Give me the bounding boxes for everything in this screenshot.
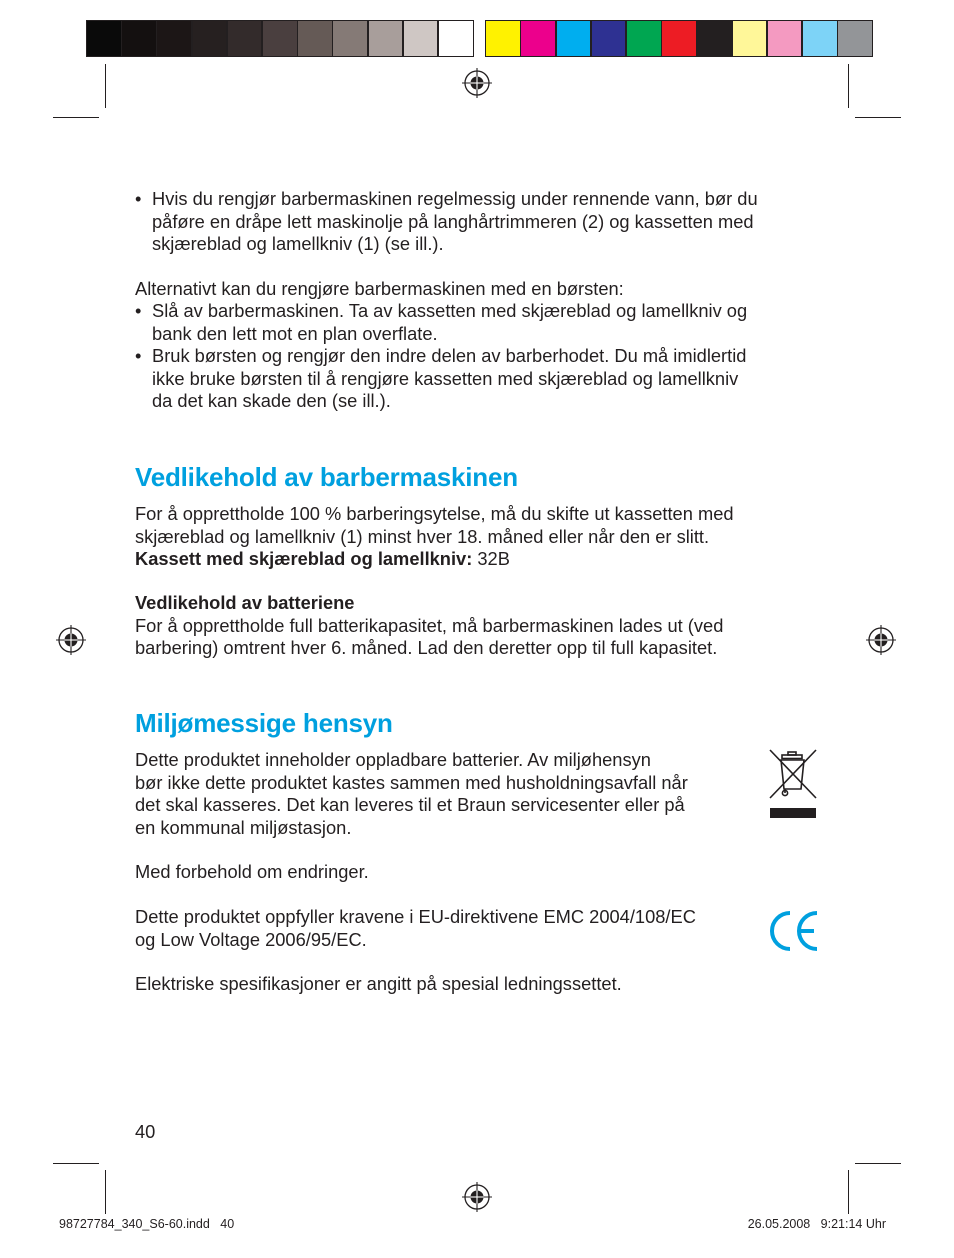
section-heading: Miljømessige hensyn [135,708,393,738]
slug-file-info: 98727784_340_S6-60.indd 40 [59,1217,235,1231]
text-line: skjæreblad og lamellkniv (1) minst hver 18. måned eller når den er slitt. [135,525,710,547]
text-line: Hvis du rengjør barbermaskinen regelmessig under rennende vann, bør du [152,188,758,209]
color-swatch [156,20,192,57]
cassette-spec [135,548,835,571]
color-swatch [556,20,592,57]
crossed-out-wheelie-bin-icon [768,748,818,820]
text-line: For å opprettholde 100 % barberingsytelse, må du skifte ut kassetten med [135,503,734,524]
crop-mark [855,1163,901,1164]
text-line: For å opprettholde full batterikapasitet, må barbermaskinen lades ut (ved [135,614,724,636]
color-swatch [767,20,803,57]
color-swatch [732,20,768,57]
electrical-text: Elektriske spesifikasjoner er angitt på spesial ledningssettet. [135,973,622,994]
crop-mark [53,1163,99,1164]
crop-mark [105,64,106,108]
text-line: påføre en dråpe lett maskinolje på langhårtrimmeren (2) og kassetten med [152,210,754,232]
text-line: Dette produktet oppfyller kravene i EU-direktivene EMC 2004/108/EC [135,906,696,927]
section-heading: Vedlikehold av barbermaskinen [135,462,518,492]
color-swatch [297,20,333,57]
text-line: da det kan skade den (se ill.). [152,390,391,412]
directive-text [135,906,765,951]
color-swatch [262,20,298,57]
color-swatch [192,20,228,57]
alt-intro-text: Alternativt kan du rengjøre barbermaskinen med en børsten: [135,278,624,299]
color-swatch [403,20,439,57]
cassette-label: Kassett med skjæreblad og lamellkniv: [135,548,473,570]
color-swatch [837,20,873,57]
color-swatch [520,20,556,57]
color-swatch [485,20,521,57]
bullet-symbol: • [135,188,142,209]
registration-mark-icon [866,625,896,655]
color-swatch [438,20,474,57]
color-calibration-bar [86,20,868,58]
color-swatch [696,20,732,57]
slug-timestamp: 26.05.2008 9:21:14 Uhr [747,1217,886,1231]
battery-section [135,592,835,660]
color-swatch [661,20,697,57]
subheading: Vedlikehold av batteriene [135,592,355,613]
crop-mark [53,117,99,118]
text-line: det skal kasseres. Det kan leveres til et Braun servicesenter eller på [135,794,685,816]
text-line: bank den lett mot en plan overflate. [152,322,438,344]
crop-mark [105,1170,106,1214]
registration-mark-icon [56,625,86,655]
environment-text [135,749,755,839]
cassette-value: 32B [472,548,510,570]
crop-mark [848,64,849,108]
text-line: bør ikke dette produktet kastes sammen med husholdningsavfall når [135,771,688,793]
color-swatch [227,20,263,57]
text-line: Slå av barbermaskinen. Ta av kassetten med skjæreblad og lamellkniv og [152,300,748,321]
bullet-symbol: • [135,300,142,321]
color-swatch [802,20,838,57]
bullet-symbol: • [135,345,142,366]
color-swatch [591,20,627,57]
color-swatch [626,20,662,57]
text-line: en kommunal miljøstasjon. [135,816,352,838]
registration-mark-icon [462,68,492,98]
crop-mark [855,117,901,118]
color-swatch [332,20,368,57]
text-line: ikke bruke børsten til å rengjøre kassetten med skjæreblad og lamellkniv [152,367,739,389]
reservation-text: Med forbehold om endringer. [135,861,369,882]
color-swatch [368,20,404,57]
text-line: og Low Voltage 2006/95/EC. [135,928,367,950]
text-line: skjæreblad og lamellkniv (1) (se ill.). [152,233,444,255]
maintenance-text [135,503,835,571]
text-line: Dette produktet inneholder oppladbare batterier. Av miljøhensyn [135,749,651,770]
crop-mark [848,1170,849,1214]
color-swatch [121,20,157,57]
color-swatch [86,20,122,57]
page-number: 40 [135,1121,156,1142]
ce-mark-icon [766,907,822,955]
text-line: barbering) omtrent hver 6. måned. Lad den deretter opp til full kapasitet. [135,637,718,659]
registration-mark-icon [462,1182,492,1212]
text-line: Bruk børsten og rengjør den indre delen av barberhodet. Du må imidlertid [152,345,747,366]
